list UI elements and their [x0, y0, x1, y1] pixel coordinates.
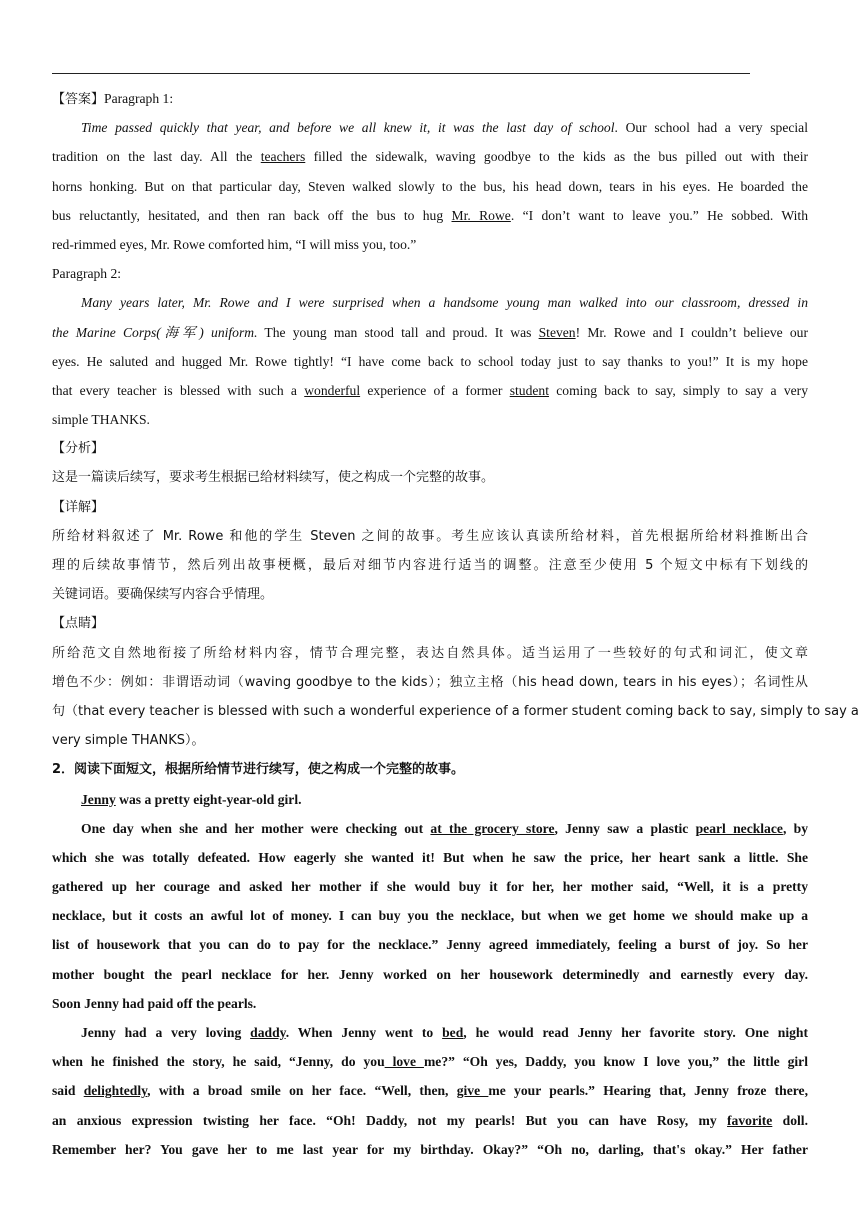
story-p3-line-2: when he finished the story, he said, “Jenny, do you love me?” “Oh yes, Daddy, you know I love you,” the little girl: [52, 1054, 808, 1070]
p1-opening-sentence: Time passed quickly that year, and before we all knew it, it was the last day of school: [81, 120, 615, 136]
p1-line-4: bus reluctantly, hesitated, and then ran back off the bus to hug Mr. Rowe. “I don’t want to leave you.” He sobbed. With: [52, 207, 808, 223]
keyword-pearl-necklace: pearl necklace: [695, 820, 783, 836]
keyword-grocery-store: at the grocery store: [430, 820, 555, 836]
analysis-label: 【分析】: [52, 441, 105, 457]
story-sentence-1: Jenny was a pretty eight-year-old girl.: [81, 791, 302, 807]
story-p3-line-5: Remember her? You gave her to me last year for my birthday. Okay?” “Oh no, darling, that's okay.” Her father: [52, 1141, 808, 1157]
detail-line-1: 所给材料叙述了 Mr. Rowe 和他的学生 Steven 之间的故事。考生应该认真读所给材料，首先根据所给材料推断出合: [52, 528, 808, 544]
story-p2-line-3: gathered up her courage and asked her mother if she would buy it for her, her mother said, “Well, it is a pretty: [52, 879, 808, 895]
p2-opening-line-2: the Marine Corps(海军) uniform.: [52, 324, 258, 340]
document-page: [52, 84, 859, 1164]
answer-heading: [52, 84, 808, 113]
keyword-favorite: favorite: [727, 1112, 773, 1128]
keyword-mr-rowe: Mr. Rowe: [451, 207, 511, 223]
p2-opening-line-1: Many years later, Mr. Rowe and I were surprised when a handsome young man walked into our classroom, dressed in: [81, 295, 808, 311]
p1-line-2: tradition on the last day. All the teachers filled the sidewalk, waving goodbye to the kids as the bus pilled out with their: [52, 149, 808, 165]
comment-line-4: very simple THANKS）。: [52, 733, 205, 749]
p2-line-5: simple THANKS.: [52, 412, 150, 428]
question-2-heading: 2．阅读下面短文，根据所给情节进行续写，使之构成一个完整的故事。: [52, 762, 465, 778]
keyword-student: student: [509, 382, 549, 398]
comment-line-2: 增色不少：例如：非谓语动词（waving goodbye to the kids）；独立主格（his head down, tears in his eyes）；名词性从: [52, 674, 808, 690]
story-p3-line-1: Jenny had a very loving daddy. When Jenny went to bed, he would read Jenny her favorite story. One night: [81, 1025, 808, 1040]
story-p2-line-7: Soon Jenny had paid off the pearls.: [52, 995, 257, 1011]
detail-line-2: 理的后续故事情节，然后列出故事梗概，最后对细节内容进行适当的调整。注意至少使用 5 个短文中标有下划线的: [52, 558, 808, 573]
paragraph-1-label: Paragraph 1:: [104, 91, 174, 106]
detail-line-3: 关键词语。要确保续写内容合乎情理。: [52, 587, 274, 603]
detail-label: 【详解】: [52, 499, 105, 515]
story-p2-line-6: mother bought the pearl necklace for her. Jenny worked on her housework determinedly and earnestly every day.: [52, 966, 808, 982]
p1-line-1: Time passed quickly that year, and before we all knew it, it was the last day of school. Our school had a very special: [81, 120, 808, 136]
keyword-love: love: [384, 1054, 424, 1070]
story-p3-line-4: an anxious expression twisting her face. “Oh! Daddy, not my pearls! But you can have Rosy, my favorite doll.: [52, 1112, 808, 1128]
keyword-wonderful: wonderful: [304, 382, 361, 398]
story-p3-line-3: said delightedly, with a broad smile on her face. “Well, then, give me your pearls.” Hearing that, Jenny froze there,: [52, 1083, 808, 1099]
keyword-bed: bed: [442, 1025, 464, 1040]
p2-line-4: that every teacher is blessed with such a wonderful experience of a former student coming back to say, simply to say a very: [52, 382, 809, 398]
paragraph-2-label: Paragraph 2:: [52, 266, 122, 282]
comment-line-3: 句（that every teacher is blessed with such a wonderful experience of a former student coming back to say, simply to say a: [52, 703, 859, 719]
comment-label: 【点睛】: [52, 616, 105, 632]
p2-line-3: eyes. He saluted and hugged Mr. Rowe tightly! “I have come back to school today just to say thanks to you!” It is my hope: [52, 353, 808, 369]
p2-line-2: the Marine Corps(海军) uniform. The young man stood tall and proud. It was Steven! Mr. Rowe and I couldn’t believe our: [52, 324, 808, 340]
answer-label: 【答案】: [52, 92, 105, 107]
story-p2-line-2: which she was totally defeated. How eagerly she wanted it! But when he saw the price, her heart sank a little. She: [52, 849, 808, 865]
p1-line-3: horns honking. But on that particular day, Steven walked slowly to the bus, his head down, tears in his eyes. He boarded the: [52, 178, 808, 194]
story-p2-line-4: necklace, but it costs an awful lot of money. I can buy you the necklace, but when we get home we should make up a: [52, 908, 808, 924]
keyword-steven: Steven: [538, 324, 576, 340]
keyword-delightedly: delightedly: [83, 1083, 148, 1099]
story-passage: [52, 785, 808, 1164]
p1-line-5: red-rimmed eyes, Mr. Rowe comforted him, “I will miss you, too.”: [52, 236, 417, 252]
story-p2-line-5: list of housework that you can do to pay for the necklace.” Jenny agreed immediately, feeling a burst of joy. So her: [52, 937, 808, 953]
analysis-text: 这是一篇读后续写，要求考生根据已给材料续写，使之构成一个完整的故事。: [52, 470, 495, 486]
story-p2-line-1: One day when she and her mother were checking out at the grocery store, Jenny saw a plastic pearl necklace, by: [81, 820, 808, 836]
keyword-teachers: teachers: [260, 149, 306, 165]
keyword-daddy: daddy: [250, 1025, 286, 1040]
comment-line-1: 所给范文自然地衔接了所给材料内容，情节合理完整，表达自然具体。适当运用了一些较好的句式和词汇，使文章: [52, 645, 808, 661]
keyword-give: give: [456, 1083, 489, 1099]
keyword-jenny: Jenny: [81, 791, 116, 807]
header-rule: [52, 73, 750, 74]
